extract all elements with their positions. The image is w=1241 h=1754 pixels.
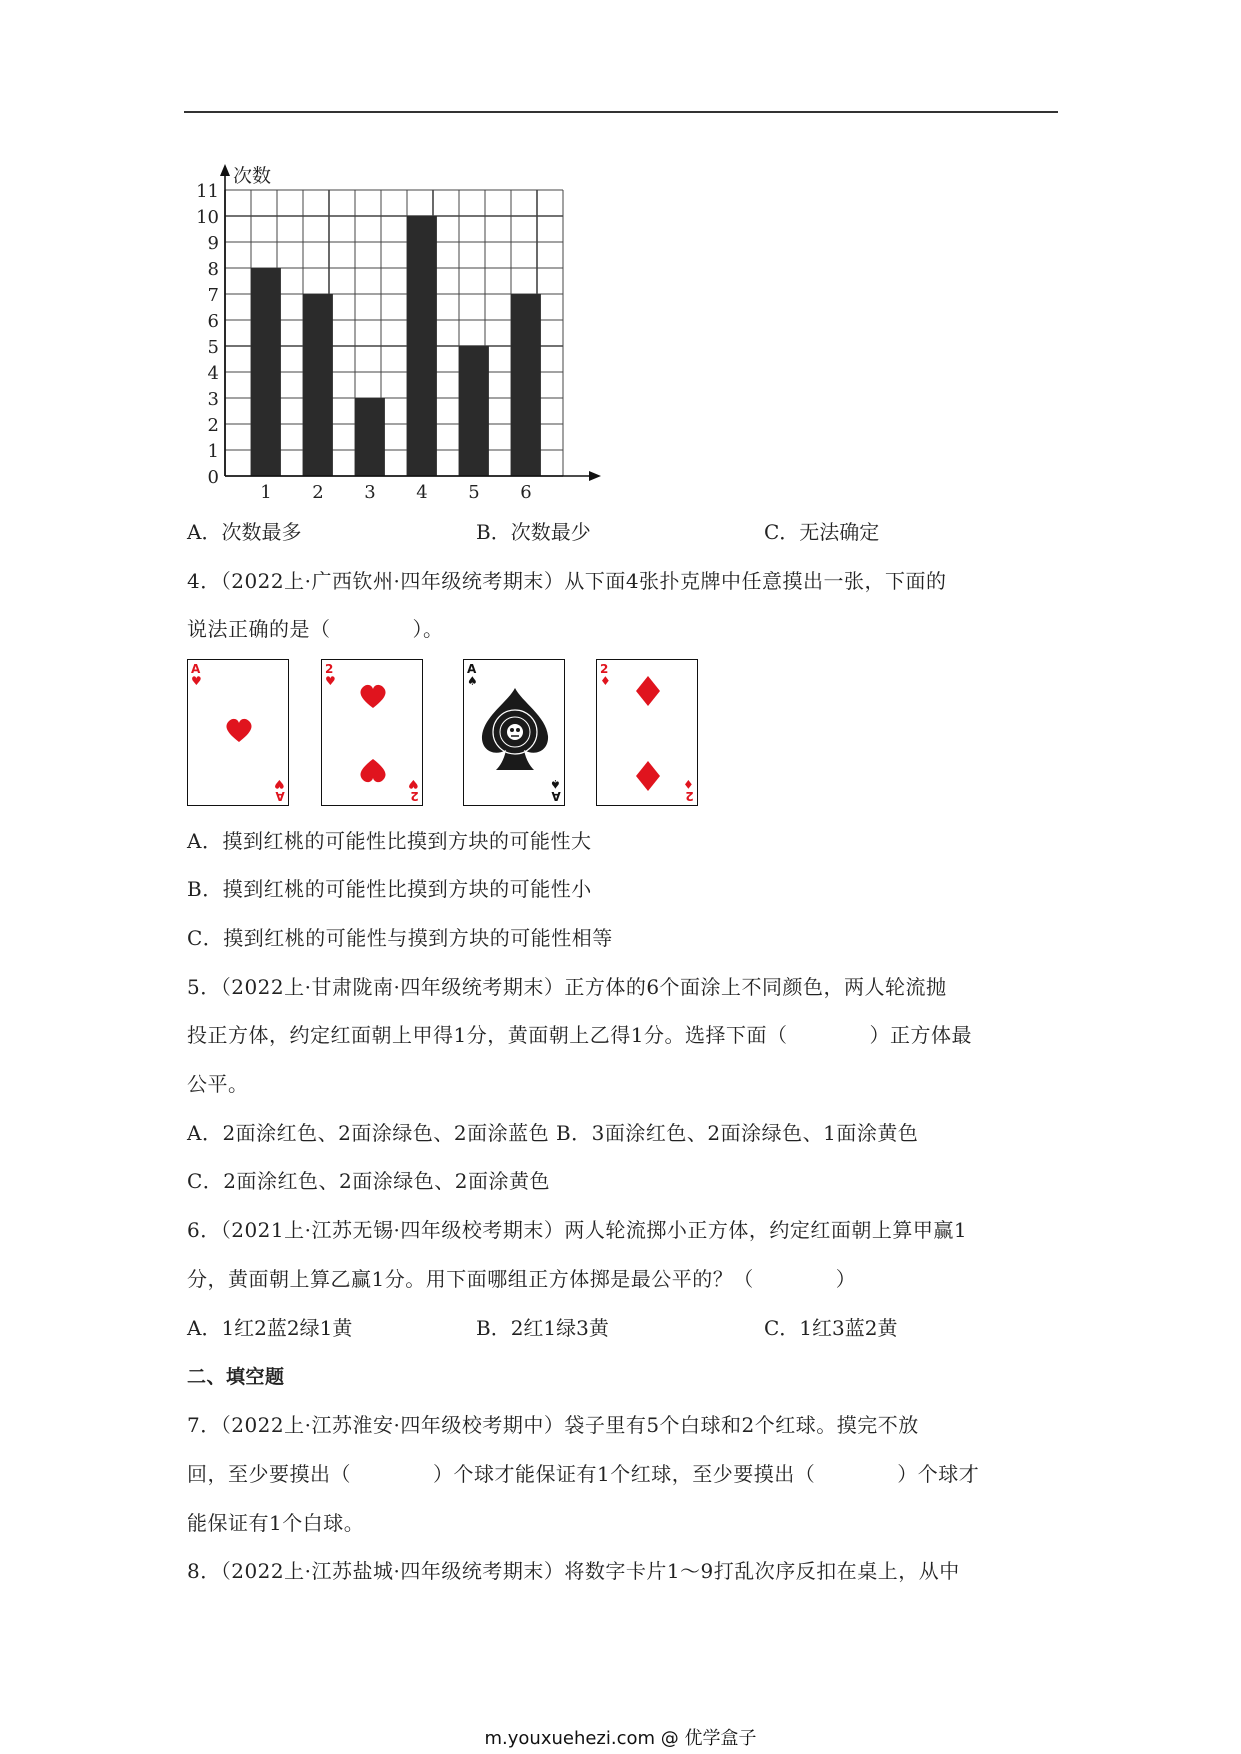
card-rank-bottom: A	[275, 789, 285, 803]
bar-4	[407, 216, 437, 476]
q5-stem-line2: 投正方体，约定红面朝上甲得1分，黄面朝上乙得1分。选择下面（ ）正方体最	[187, 1023, 972, 1047]
section-title-fill-in: 二、填空题	[187, 1366, 285, 1388]
card-rank: A	[467, 662, 477, 676]
q4-option-c: C．摸到红桃的可能性与摸到方块的可能性相等	[187, 926, 613, 950]
q4-stem-line1: 4．（2022上·广西钦州·四年级统考期末）从下面4张扑克牌中任意摸出一张，下面的	[187, 569, 947, 593]
q8-stem-line1: 8．（2022上·江苏盐城·四年级统考期末）将数字卡片1～9打乱次序反扣在桌上，从中	[187, 1559, 960, 1583]
q3-option-a: A．次数最多	[187, 520, 302, 544]
q7-stem-line2: 回，至少要摸出（ ）个球才能保证有1个红球，至少要摸出（ ）个球才	[187, 1462, 980, 1486]
card-rank-bottom: 2	[410, 789, 419, 803]
bar-2	[303, 294, 333, 476]
card-two-diamonds: 2 ♦ 2 ♦	[596, 659, 698, 806]
q6-stem-line1: 6．（2021上·江苏无锡·四年级校考期末）两人轮流掷小正方体，约定红面朝上算甲赢1	[187, 1218, 968, 1242]
q3-option-b: B．次数最少	[476, 520, 591, 544]
x-tick-label: 4	[416, 482, 428, 500]
q7-stem-line3: 能保证有1个白球。	[187, 1511, 365, 1535]
y-tick-label: 10	[196, 207, 219, 228]
card-two-hearts: 2 ♥ 2 ♥	[321, 659, 423, 806]
bar-chart	[185, 160, 685, 500]
card-rank-bottom: 2	[685, 789, 694, 803]
card-rank: 2	[600, 662, 609, 676]
y-tick-label: 0	[207, 467, 219, 488]
x-tick-label: 1	[260, 482, 272, 500]
x-tick-label: 2	[312, 482, 324, 500]
q5-option-c: C．2面涂红色、2面涂绿色、2面涂黄色	[187, 1169, 550, 1193]
q6-stem-line2: 分，黄面朝上算乙赢1分。用下面哪组正方体掷是最公平的？（ ）	[187, 1267, 857, 1291]
header-rule	[184, 111, 1058, 113]
y-tick-label: 2	[207, 415, 219, 436]
footer-watermark: m.youxuehezi.com @ 优学盒子	[484, 1728, 757, 1749]
q6-option-b: B．2红1绿3黄	[476, 1316, 609, 1340]
x-tick-label: 3	[364, 482, 376, 500]
card-rank: 2	[325, 662, 334, 676]
card-rank-bottom: A	[551, 789, 561, 803]
y-tick-label: 9	[207, 233, 219, 254]
bar-1	[251, 268, 281, 476]
y-tick-label: 3	[207, 389, 219, 410]
q6-option-a: A．1红2蓝2绿1黄	[187, 1316, 353, 1340]
q6-option-c: C．1红3蓝2黄	[764, 1316, 898, 1340]
q5-stem-line1: 5．（2022上·甘肃陇南·四年级统考期末）正方体的6个面涂上不同颜色，两人轮流抛	[187, 975, 947, 999]
y-tick-label: 1	[207, 441, 219, 462]
y-tick-label: 5	[207, 337, 219, 358]
bar-5	[459, 346, 489, 476]
q4-stem-line2: 说法正确的是（ ）。	[187, 617, 444, 641]
q7-stem-line1: 7．（2022上·江苏淮安·四年级校考期中）袋子里有5个白球和2个红球。摸完不放	[187, 1413, 919, 1437]
q3-option-c: C．无法确定	[764, 520, 880, 544]
y-tick-label: 7	[207, 285, 219, 306]
x-tick-label: 5	[468, 482, 480, 500]
y-axis-arrow-icon	[220, 164, 230, 176]
bar-6	[511, 294, 541, 476]
y-tick-label: 6	[207, 311, 219, 332]
q5-option-ab: A．2面涂红色、2面涂绿色、2面涂蓝色 B．3面涂红色、2面涂绿色、1面涂黄色	[187, 1121, 919, 1145]
y-axis-label: 次数	[233, 165, 272, 187]
y-tick-label: 11	[196, 181, 219, 202]
q4-option-a: A．摸到红桃的可能性比摸到方块的可能性大	[187, 829, 592, 853]
card-ace-hearts: A ♥ A ♥	[187, 659, 289, 806]
x-axis-arrow-icon	[589, 471, 601, 481]
q4-option-b: B．摸到红桃的可能性比摸到方块的可能性小	[187, 877, 592, 901]
q5-stem-line3: 公平。	[187, 1072, 249, 1096]
y-tick-label: 8	[207, 259, 219, 280]
card-rank: A	[191, 662, 201, 676]
bar-3	[355, 398, 385, 476]
card-ace-spades: A ♠ A ♠	[463, 659, 565, 806]
y-tick-label: 4	[207, 363, 219, 384]
x-tick-label: 6	[520, 482, 532, 500]
